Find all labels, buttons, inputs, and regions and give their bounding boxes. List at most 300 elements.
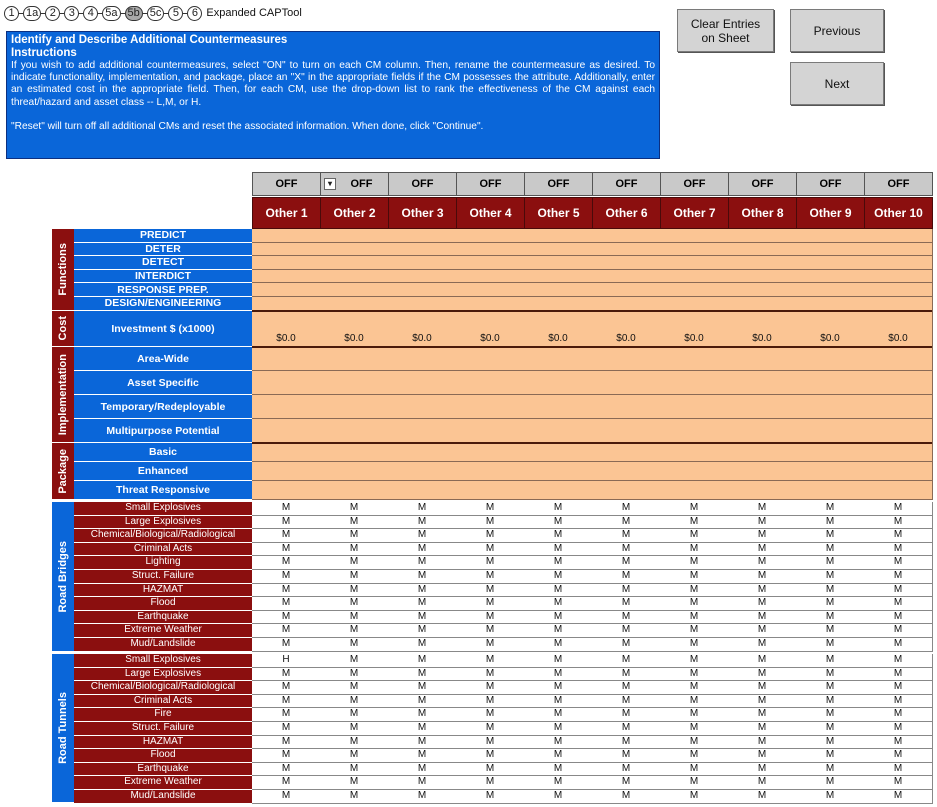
rating-dropdown[interactable]: M <box>388 556 457 570</box>
column-toggle-10[interactable] <box>864 172 933 196</box>
investment-cell[interactable]: $0.0 <box>660 311 729 347</box>
attribute-cell[interactable] <box>388 347 457 371</box>
rating-dropdown[interactable]: M <box>728 654 797 668</box>
attribute-cell[interactable] <box>592 462 661 481</box>
rating-dropdown[interactable]: M <box>456 763 525 777</box>
rating-dropdown[interactable]: M <box>524 638 593 652</box>
attribute-cell[interactable] <box>252 419 321 443</box>
step-3[interactable]: 3 <box>64 6 79 21</box>
rating-dropdown[interactable]: M <box>388 749 457 763</box>
investment-cell[interactable]: $0.0 <box>524 311 593 347</box>
column-header-3[interactable]: Other 3 <box>388 197 457 229</box>
rating-dropdown[interactable]: M <box>660 624 729 638</box>
rating-dropdown[interactable]: M <box>252 529 321 543</box>
rating-dropdown[interactable]: M <box>796 736 865 750</box>
attribute-cell[interactable] <box>252 443 321 462</box>
attribute-cell[interactable] <box>728 481 797 500</box>
rating-dropdown[interactable]: M <box>728 763 797 777</box>
rating-dropdown[interactable]: M <box>388 736 457 750</box>
rating-dropdown[interactable]: M <box>796 749 865 763</box>
rating-dropdown[interactable]: M <box>524 654 593 668</box>
rating-dropdown[interactable]: M <box>728 722 797 736</box>
rating-dropdown[interactable]: M <box>320 722 389 736</box>
rating-dropdown[interactable]: M <box>524 708 593 722</box>
rating-dropdown[interactable]: M <box>864 529 933 543</box>
rating-dropdown[interactable]: M <box>864 584 933 598</box>
attribute-cell[interactable] <box>592 297 661 311</box>
attribute-cell[interactable] <box>320 395 389 419</box>
attribute-cell[interactable] <box>524 462 593 481</box>
rating-dropdown[interactable]: M <box>592 763 661 777</box>
step-1a[interactable]: 1a <box>23 6 41 21</box>
investment-cell[interactable]: $0.0 <box>796 311 865 347</box>
column-toggle-9[interactable] <box>796 172 865 196</box>
rating-dropdown[interactable]: M <box>592 681 661 695</box>
rating-dropdown[interactable]: M <box>252 776 321 790</box>
attribute-cell[interactable] <box>660 256 729 270</box>
rating-dropdown[interactable]: M <box>456 570 525 584</box>
attribute-cell[interactable] <box>864 395 933 419</box>
attribute-cell[interactable] <box>728 443 797 462</box>
attribute-cell[interactable] <box>796 297 865 311</box>
rating-dropdown[interactable]: M <box>592 556 661 570</box>
attribute-cell[interactable] <box>456 371 525 395</box>
attribute-cell[interactable] <box>592 419 661 443</box>
rating-dropdown[interactable]: M <box>728 776 797 790</box>
attribute-cell[interactable] <box>660 270 729 284</box>
rating-dropdown[interactable]: M <box>660 556 729 570</box>
column-header-5[interactable]: Other 5 <box>524 197 593 229</box>
attribute-cell[interactable] <box>252 243 321 257</box>
attribute-cell[interactable] <box>252 256 321 270</box>
rating-dropdown[interactable]: M <box>456 529 525 543</box>
rating-dropdown[interactable]: M <box>728 749 797 763</box>
attribute-cell[interactable] <box>660 481 729 500</box>
rating-dropdown[interactable]: M <box>252 763 321 777</box>
rating-dropdown[interactable]: M <box>592 516 661 530</box>
attribute-cell[interactable] <box>388 443 457 462</box>
rating-dropdown[interactable]: M <box>456 502 525 516</box>
rating-dropdown[interactable]: M <box>796 638 865 652</box>
column-toggle-3[interactable] <box>388 172 457 196</box>
rating-dropdown[interactable]: M <box>796 529 865 543</box>
attribute-cell[interactable] <box>252 462 321 481</box>
rating-dropdown[interactable]: M <box>864 722 933 736</box>
rating-dropdown[interactable]: M <box>728 502 797 516</box>
investment-cell[interactable]: $0.0 <box>456 311 525 347</box>
rating-dropdown[interactable]: M <box>388 708 457 722</box>
attribute-cell[interactable] <box>252 283 321 297</box>
rating-dropdown[interactable]: M <box>524 776 593 790</box>
rating-dropdown[interactable]: M <box>660 638 729 652</box>
rating-dropdown[interactable]: M <box>320 543 389 557</box>
rating-dropdown[interactable]: M <box>456 624 525 638</box>
rating-dropdown[interactable]: M <box>796 722 865 736</box>
rating-dropdown[interactable]: M <box>252 668 321 682</box>
rating-dropdown[interactable]: M <box>388 611 457 625</box>
rating-dropdown[interactable]: M <box>252 624 321 638</box>
rating-dropdown[interactable]: M <box>524 736 593 750</box>
attribute-cell[interactable] <box>796 243 865 257</box>
rating-dropdown[interactable]: M <box>660 502 729 516</box>
attribute-cell[interactable] <box>388 395 457 419</box>
step-1[interactable]: 1 <box>4 6 19 21</box>
attribute-cell[interactable] <box>796 270 865 284</box>
rating-dropdown[interactable]: M <box>252 722 321 736</box>
attribute-cell[interactable] <box>320 481 389 500</box>
rating-dropdown[interactable]: M <box>864 695 933 709</box>
attribute-cell[interactable] <box>660 419 729 443</box>
attribute-cell[interactable] <box>456 270 525 284</box>
attribute-cell[interactable] <box>388 243 457 257</box>
rating-dropdown[interactable]: M <box>796 695 865 709</box>
rating-dropdown[interactable]: M <box>456 597 525 611</box>
rating-dropdown[interactable]: M <box>456 749 525 763</box>
rating-dropdown[interactable]: M <box>728 556 797 570</box>
rating-dropdown[interactable]: M <box>796 681 865 695</box>
attribute-cell[interactable] <box>320 462 389 481</box>
attribute-cell[interactable] <box>864 462 933 481</box>
attribute-cell[interactable] <box>456 395 525 419</box>
rating-dropdown[interactable]: M <box>660 736 729 750</box>
attribute-cell[interactable] <box>456 347 525 371</box>
previous-button[interactable] <box>790 9 884 52</box>
rating-dropdown[interactable]: M <box>592 654 661 668</box>
rating-dropdown[interactable]: M <box>456 638 525 652</box>
column-header-8[interactable]: Other 8 <box>728 197 797 229</box>
attribute-cell[interactable] <box>388 371 457 395</box>
rating-dropdown[interactable]: M <box>592 695 661 709</box>
column-header-2[interactable]: Other 2 <box>320 197 389 229</box>
attribute-cell[interactable] <box>388 270 457 284</box>
attribute-cell[interactable] <box>524 283 593 297</box>
rating-dropdown[interactable]: M <box>728 543 797 557</box>
rating-dropdown[interactable]: M <box>728 668 797 682</box>
rating-dropdown[interactable]: M <box>320 638 389 652</box>
column-header-1[interactable]: Other 1 <box>252 197 321 229</box>
rating-dropdown[interactable]: M <box>456 584 525 598</box>
attribute-cell[interactable] <box>864 243 933 257</box>
rating-dropdown[interactable]: M <box>252 556 321 570</box>
attribute-cell[interactable] <box>864 229 933 243</box>
attribute-cell[interactable] <box>864 297 933 311</box>
rating-dropdown[interactable]: M <box>796 654 865 668</box>
rating-dropdown[interactable]: M <box>592 529 661 543</box>
investment-cell[interactable]: $0.0 <box>388 311 457 347</box>
rating-dropdown[interactable]: M <box>864 611 933 625</box>
rating-dropdown[interactable]: M <box>524 529 593 543</box>
rating-dropdown[interactable]: M <box>592 624 661 638</box>
attribute-cell[interactable] <box>728 371 797 395</box>
attribute-cell[interactable] <box>864 270 933 284</box>
attribute-cell[interactable] <box>796 371 865 395</box>
next-button[interactable] <box>790 62 884 105</box>
attribute-cell[interactable] <box>728 297 797 311</box>
step-5b[interactable]: 5b <box>125 6 143 21</box>
rating-dropdown[interactable]: M <box>660 681 729 695</box>
rating-dropdown[interactable]: M <box>320 790 389 804</box>
column-toggle-1[interactable] <box>252 172 321 196</box>
attribute-cell[interactable] <box>796 462 865 481</box>
rating-dropdown[interactable]: M <box>592 749 661 763</box>
attribute-cell[interactable] <box>660 371 729 395</box>
attribute-cell[interactable] <box>252 270 321 284</box>
rating-dropdown[interactable]: M <box>252 516 321 530</box>
attribute-cell[interactable] <box>660 395 729 419</box>
rating-dropdown[interactable]: M <box>728 681 797 695</box>
attribute-cell[interactable] <box>456 297 525 311</box>
rating-dropdown[interactable]: M <box>388 638 457 652</box>
attribute-cell[interactable] <box>796 347 865 371</box>
rating-dropdown[interactable]: M <box>660 654 729 668</box>
attribute-cell[interactable] <box>524 256 593 270</box>
rating-dropdown[interactable]: M <box>388 668 457 682</box>
rating-dropdown[interactable]: M <box>864 749 933 763</box>
rating-dropdown[interactable]: M <box>864 502 933 516</box>
rating-dropdown[interactable]: M <box>456 516 525 530</box>
attribute-cell[interactable] <box>728 347 797 371</box>
attribute-cell[interactable] <box>388 256 457 270</box>
rating-dropdown[interactable]: M <box>252 584 321 598</box>
rating-dropdown[interactable]: M <box>728 584 797 598</box>
rating-dropdown[interactable]: M <box>864 654 933 668</box>
rating-dropdown[interactable]: M <box>864 763 933 777</box>
rating-dropdown[interactable]: M <box>252 638 321 652</box>
attribute-cell[interactable] <box>252 395 321 419</box>
attribute-cell[interactable] <box>660 297 729 311</box>
rating-dropdown[interactable]: M <box>660 584 729 598</box>
attribute-cell[interactable] <box>796 481 865 500</box>
attribute-cell[interactable] <box>592 443 661 462</box>
attribute-cell[interactable] <box>728 395 797 419</box>
rating-dropdown[interactable]: M <box>252 736 321 750</box>
column-header-10[interactable]: Other 10 <box>864 197 933 229</box>
rating-dropdown[interactable]: M <box>796 611 865 625</box>
rating-dropdown[interactable]: M <box>864 624 933 638</box>
step-4[interactable]: 4 <box>83 6 98 21</box>
attribute-cell[interactable] <box>728 462 797 481</box>
attribute-cell[interactable] <box>456 419 525 443</box>
attribute-cell[interactable] <box>320 419 389 443</box>
rating-dropdown[interactable]: M <box>524 597 593 611</box>
attribute-cell[interactable] <box>592 283 661 297</box>
attribute-cell[interactable] <box>592 229 661 243</box>
rating-dropdown[interactable]: M <box>660 529 729 543</box>
rating-dropdown[interactable]: M <box>388 543 457 557</box>
rating-dropdown[interactable]: M <box>660 695 729 709</box>
rating-dropdown[interactable]: M <box>320 624 389 638</box>
attribute-cell[interactable] <box>252 481 321 500</box>
attribute-cell[interactable] <box>524 270 593 284</box>
investment-cell[interactable]: $0.0 <box>320 311 389 347</box>
rating-dropdown[interactable]: M <box>320 502 389 516</box>
rating-dropdown[interactable]: M <box>728 708 797 722</box>
rating-dropdown[interactable]: M <box>524 556 593 570</box>
rating-dropdown[interactable]: M <box>728 638 797 652</box>
rating-dropdown[interactable]: M <box>592 584 661 598</box>
rating-dropdown[interactable]: M <box>864 543 933 557</box>
column-toggle-4[interactable] <box>456 172 525 196</box>
rating-dropdown[interactable]: M <box>660 708 729 722</box>
step-5c[interactable]: 5c <box>147 6 165 21</box>
rating-dropdown[interactable]: M <box>660 749 729 763</box>
rating-dropdown[interactable]: M <box>796 502 865 516</box>
rating-dropdown[interactable]: M <box>864 681 933 695</box>
attribute-cell[interactable] <box>252 229 321 243</box>
investment-cell[interactable]: $0.0 <box>864 311 933 347</box>
rating-dropdown[interactable]: M <box>660 543 729 557</box>
rating-dropdown[interactable]: M <box>592 611 661 625</box>
rating-dropdown[interactable]: M <box>796 668 865 682</box>
attribute-cell[interactable] <box>796 229 865 243</box>
attribute-cell[interactable] <box>388 297 457 311</box>
rating-dropdown[interactable]: M <box>728 624 797 638</box>
rating-dropdown[interactable]: M <box>864 556 933 570</box>
rating-dropdown[interactable]: M <box>252 570 321 584</box>
attribute-cell[interactable] <box>388 229 457 243</box>
rating-dropdown[interactable]: M <box>864 516 933 530</box>
attribute-cell[interactable] <box>320 243 389 257</box>
attribute-cell[interactable] <box>728 419 797 443</box>
rating-dropdown[interactable]: M <box>660 790 729 804</box>
rating-dropdown[interactable]: M <box>796 790 865 804</box>
attribute-cell[interactable] <box>320 229 389 243</box>
rating-dropdown[interactable]: M <box>524 668 593 682</box>
attribute-cell[interactable] <box>524 443 593 462</box>
rating-dropdown[interactable]: M <box>456 543 525 557</box>
rating-dropdown[interactable]: M <box>864 790 933 804</box>
rating-dropdown[interactable]: M <box>388 570 457 584</box>
attribute-cell[interactable] <box>864 443 933 462</box>
rating-dropdown[interactable]: M <box>388 529 457 543</box>
rating-dropdown[interactable]: M <box>592 638 661 652</box>
rating-dropdown[interactable]: M <box>320 584 389 598</box>
rating-dropdown[interactable]: M <box>660 722 729 736</box>
rating-dropdown[interactable]: M <box>252 681 321 695</box>
column-toggle-6[interactable] <box>592 172 661 196</box>
column-toggle-8[interactable] <box>728 172 797 196</box>
rating-dropdown[interactable]: M <box>592 708 661 722</box>
rating-dropdown[interactable]: M <box>320 736 389 750</box>
rating-dropdown[interactable]: M <box>456 611 525 625</box>
attribute-cell[interactable] <box>524 347 593 371</box>
rating-dropdown[interactable]: M <box>388 502 457 516</box>
attribute-cell[interactable] <box>796 395 865 419</box>
attribute-cell[interactable] <box>660 443 729 462</box>
rating-dropdown[interactable]: M <box>320 749 389 763</box>
rating-dropdown[interactable]: M <box>728 570 797 584</box>
rating-dropdown[interactable]: M <box>864 597 933 611</box>
step-2[interactable]: 2 <box>45 6 60 21</box>
rating-dropdown[interactable]: M <box>388 597 457 611</box>
rating-dropdown[interactable]: M <box>320 597 389 611</box>
attribute-cell[interactable] <box>388 283 457 297</box>
rating-dropdown[interactable]: M <box>524 570 593 584</box>
rating-dropdown[interactable]: M <box>320 695 389 709</box>
rating-dropdown[interactable]: M <box>524 790 593 804</box>
attribute-cell[interactable] <box>864 419 933 443</box>
attribute-cell[interactable] <box>456 243 525 257</box>
rating-dropdown[interactable]: M <box>728 611 797 625</box>
rating-dropdown[interactable]: M <box>864 736 933 750</box>
attribute-cell[interactable] <box>728 256 797 270</box>
rating-dropdown[interactable]: M <box>252 597 321 611</box>
rating-dropdown[interactable]: M <box>320 668 389 682</box>
rating-dropdown[interactable]: M <box>864 668 933 682</box>
column-header-4[interactable]: Other 4 <box>456 197 525 229</box>
rating-dropdown[interactable]: M <box>728 790 797 804</box>
rating-dropdown[interactable]: M <box>320 611 389 625</box>
clear-entries-button[interactable] <box>677 9 774 52</box>
attribute-cell[interactable] <box>524 419 593 443</box>
attribute-cell[interactable] <box>388 462 457 481</box>
rating-dropdown[interactable]: M <box>796 763 865 777</box>
rating-dropdown[interactable]: M <box>320 708 389 722</box>
attribute-cell[interactable] <box>592 256 661 270</box>
step-5a[interactable]: 5a <box>102 6 120 21</box>
attribute-cell[interactable] <box>660 283 729 297</box>
column-toggle-2[interactable] <box>320 172 389 196</box>
rating-dropdown[interactable]: M <box>660 597 729 611</box>
rating-dropdown[interactable]: M <box>252 790 321 804</box>
rating-dropdown[interactable]: M <box>388 624 457 638</box>
rating-dropdown[interactable]: M <box>252 502 321 516</box>
rating-dropdown[interactable]: M <box>796 543 865 557</box>
rating-dropdown[interactable]: M <box>320 516 389 530</box>
rating-dropdown[interactable]: M <box>796 570 865 584</box>
rating-dropdown[interactable]: M <box>864 570 933 584</box>
rating-dropdown[interactable]: M <box>660 763 729 777</box>
rating-dropdown[interactable]: M <box>320 654 389 668</box>
rating-dropdown[interactable]: M <box>524 584 593 598</box>
attribute-cell[interactable] <box>592 395 661 419</box>
rating-dropdown[interactable]: M <box>728 695 797 709</box>
rating-dropdown[interactable]: M <box>388 790 457 804</box>
attribute-cell[interactable] <box>388 419 457 443</box>
rating-dropdown[interactable]: M <box>592 668 661 682</box>
rating-dropdown[interactable]: M <box>524 749 593 763</box>
rating-dropdown[interactable]: M <box>864 708 933 722</box>
attribute-cell[interactable] <box>320 283 389 297</box>
rating-dropdown[interactable]: M <box>728 529 797 543</box>
rating-dropdown[interactable]: M <box>388 584 457 598</box>
rating-dropdown[interactable]: M <box>388 695 457 709</box>
rating-dropdown[interactable]: M <box>252 749 321 763</box>
rating-dropdown[interactable]: M <box>660 516 729 530</box>
rating-dropdown[interactable]: M <box>388 722 457 736</box>
rating-dropdown[interactable]: M <box>456 708 525 722</box>
attribute-cell[interactable] <box>320 270 389 284</box>
rating-dropdown[interactable]: M <box>592 722 661 736</box>
rating-dropdown[interactable]: M <box>796 516 865 530</box>
rating-dropdown[interactable]: M <box>660 668 729 682</box>
rating-dropdown[interactable]: M <box>796 776 865 790</box>
rating-dropdown[interactable]: M <box>660 776 729 790</box>
rating-dropdown[interactable]: H <box>252 654 321 668</box>
column-toggle-5[interactable] <box>524 172 593 196</box>
attribute-cell[interactable] <box>320 347 389 371</box>
rating-dropdown[interactable]: M <box>388 763 457 777</box>
rating-dropdown[interactable]: M <box>592 736 661 750</box>
rating-dropdown[interactable]: M <box>252 708 321 722</box>
rating-dropdown[interactable]: M <box>524 516 593 530</box>
rating-dropdown[interactable]: M <box>796 708 865 722</box>
rating-dropdown[interactable]: M <box>660 611 729 625</box>
rating-dropdown[interactable]: M <box>456 668 525 682</box>
investment-cell[interactable]: $0.0 <box>728 311 797 347</box>
attribute-cell[interactable] <box>796 256 865 270</box>
rating-dropdown[interactable]: M <box>728 736 797 750</box>
